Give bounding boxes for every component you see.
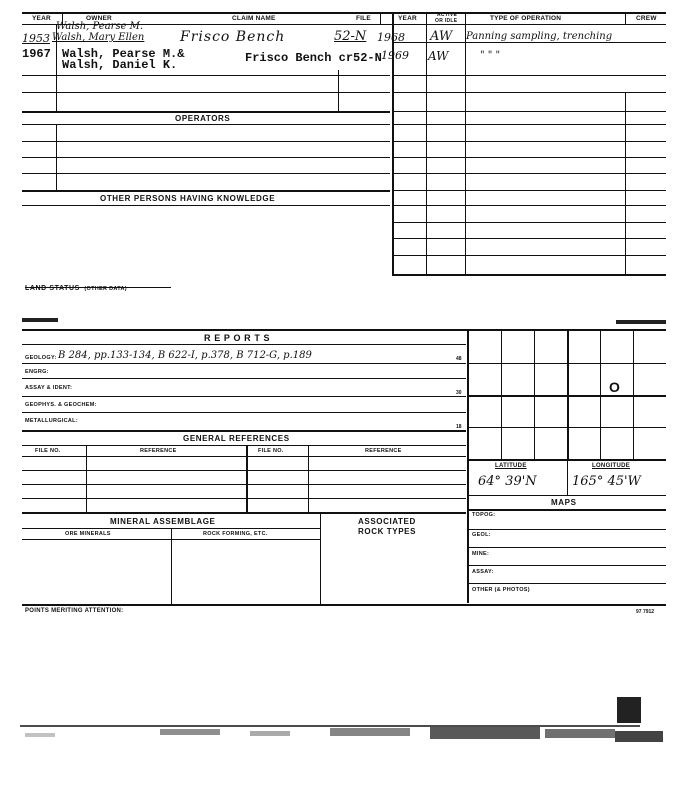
latitude-value: 64° 39'N	[478, 474, 537, 489]
row2-claim: Frisco Bench cr52-N	[245, 51, 382, 65]
land-status-label: LAND STATUS	[25, 285, 80, 292]
row1-year-2: 1968	[377, 31, 405, 44]
row1-owner-b: Walsh, Mary Ellen	[52, 32, 145, 43]
maps-mine: MINE:	[472, 551, 490, 557]
land-status-sub: (OTHER DATA)	[84, 286, 127, 292]
ref-file-no-2: FILE NO.	[258, 448, 284, 454]
header-claim-name: CLAIM NAME	[232, 15, 276, 22]
rock-forming-label: ROCK FORMING, ETC.	[203, 531, 268, 537]
form-number: 97 7912	[636, 609, 655, 615]
points-meriting-attention: POINTS MERITING ATTENTION:	[25, 608, 124, 614]
row1-file: 52-N	[334, 29, 367, 44]
row1-status: AW	[430, 29, 453, 44]
general-references-title: GENERAL REFERENCES	[183, 434, 290, 443]
maps-other: OTHER (& PHOTOS)	[472, 587, 530, 593]
num-18: 18	[456, 424, 462, 430]
header-or-idle: OR IDLE	[435, 18, 458, 24]
header-year-2: YEAR	[398, 15, 417, 22]
operators-label: OPERATORS	[175, 114, 231, 123]
row2-owner-b: Walsh, Daniel K.	[62, 58, 178, 72]
maps-title: MAPS	[551, 498, 577, 507]
row1-owner-a: Walsh, Pearse M.	[56, 21, 144, 32]
row2-year: 1967	[22, 47, 51, 61]
land-status	[25, 277, 127, 295]
maps-geol: GEOL:	[472, 532, 491, 538]
num-30: 30	[456, 390, 462, 396]
row1-operation: Panning sampling, trenching	[466, 31, 613, 42]
maps-assay: ASSAY:	[472, 569, 494, 575]
geology-label: GEOLOGY:	[25, 355, 57, 361]
mineral-assemblage-title: MINERAL ASSEMBLAGE	[110, 517, 216, 526]
header-year: YEAR	[32, 15, 51, 22]
ref-file-no-1: FILE NO.	[35, 448, 61, 454]
heavy-rule-left	[22, 318, 58, 322]
ore-minerals-label: ORE MINERALS	[65, 531, 111, 537]
location-grid	[467, 329, 666, 459]
num-48: 48	[456, 356, 462, 362]
scan-noise-band	[0, 723, 678, 745]
longitude-label: LONGITUDE	[592, 463, 631, 469]
row2-operation: " " "	[480, 50, 501, 61]
location-marker: O	[609, 379, 620, 395]
assay-ident-label: ASSAY & IDENT:	[25, 385, 73, 391]
heavy-rule-right	[616, 320, 666, 324]
engrg-label: ENGRG:	[25, 369, 49, 375]
latitude-label: LATITUDE	[495, 463, 527, 469]
associated-label: ASSOCIATED	[358, 517, 416, 526]
row1-claim: Frisco Bench	[180, 29, 286, 45]
row2-year-2: 1969	[381, 49, 409, 62]
header-file: FILE	[356, 15, 371, 22]
scan-black-block	[617, 697, 641, 723]
reports-title: R E P O R T S	[204, 333, 271, 343]
maps-topog: TOPOG:	[472, 512, 496, 518]
header-owner: OWNER	[86, 15, 112, 22]
geophys-label: GEOPHYS. & GEOCHEM:	[25, 402, 97, 408]
row1-year: 1953	[22, 32, 50, 45]
header-active: ACTIVE	[437, 12, 458, 18]
longitude-value: 165° 45'W	[572, 474, 641, 489]
ref-reference-1: REFERENCE	[140, 448, 177, 454]
row2-owner-a: Walsh, Pearse M.&	[62, 47, 185, 61]
header-crew: CREW	[636, 15, 657, 22]
other-persons-label: OTHER PERSONS HAVING KNOWLEDGE	[100, 194, 276, 203]
ref-reference-2: REFERENCE	[365, 448, 402, 454]
geology-value: B 284, pp.133-134, B 622-I, p.378, B 712-G, p.189	[58, 350, 312, 361]
row2-status: AW	[428, 49, 449, 63]
metallurgical-label: METALLURGICAL:	[25, 418, 78, 424]
rock-types-label: ROCK TYPES	[358, 527, 417, 536]
header-type-of-operation: TYPE OF OPERATION	[490, 15, 562, 22]
